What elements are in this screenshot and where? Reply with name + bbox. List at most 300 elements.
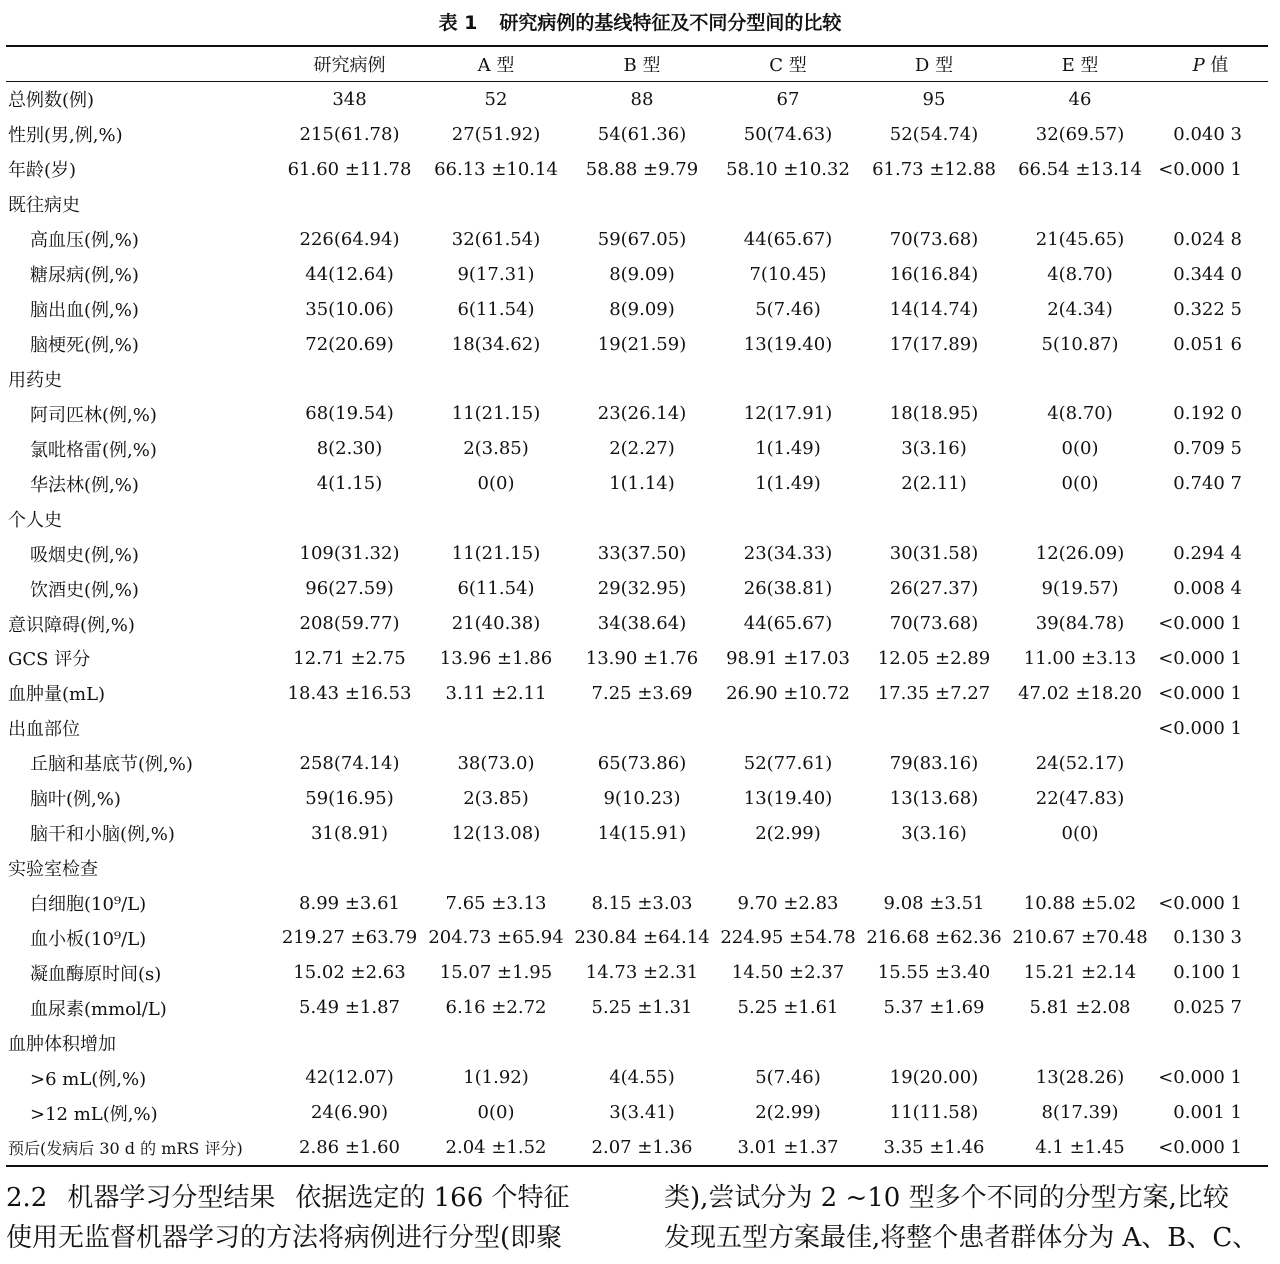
value-cell [861,851,1007,886]
p-value-cell: <0.000 1 [1158,158,1242,180]
row-label: 糖尿病(例,%) [30,265,139,287]
paragraph-line: 发现五型方案最佳,将整个患者群体分为 A、B、C、 [664,1223,1259,1253]
value-cell: 9(19.57) [1041,578,1119,600]
value-cell: 2(3.85) [463,438,529,460]
p-value-cell [1153,82,1268,117]
row-label: 脑干和小脑(例,%) [30,824,175,846]
value-cell [861,711,1007,746]
header-cell: B 型 [569,46,715,82]
row-label: 血小板(10⁹/L) [30,928,147,950]
p-value-cell: 0.192 0 [1173,403,1242,425]
header-cell: E 型 [1007,46,1153,82]
p-value-cell: 0.294 4 [1173,543,1242,565]
value-cell: 13(19.40) [743,333,833,355]
value-cell: 47.02 ±18.20 [1018,682,1142,704]
row-label: >12 mL(例,%) [30,1103,158,1125]
value-cell: 12.71 ±2.75 [293,647,406,669]
p-value-cell [1153,362,1268,397]
table-row [6,816,1268,851]
value-cell: 6.16 ±2.72 [445,997,547,1019]
table-row [6,990,1268,1025]
text-column-left [6,1178,616,1258]
value-cell: 9(17.31) [457,263,535,285]
baseline-table [6,45,1268,1167]
value-cell: 13(28.26) [1035,1067,1125,1089]
value-cell: 2(4.34) [1047,298,1113,320]
value-cell [715,711,861,746]
value-cell: 1(1.92) [463,1067,529,1089]
row-label: >6 mL(例,%) [30,1068,147,1090]
value-cell: 7(10.45) [749,263,827,285]
value-cell [1007,501,1153,536]
table-row [6,536,1268,571]
value-cell: 24(6.90) [310,1102,389,1124]
row-label: 阿司匹林(例,%) [30,404,157,426]
row-label: 脑出血(例,%) [30,300,139,322]
value-cell [423,1025,569,1060]
value-cell: 12(26.09) [1035,543,1125,565]
value-cell: 8.15 ±3.03 [591,892,693,914]
value-cell: 6(11.54) [457,578,535,600]
header-cell-label [6,46,276,82]
table-row [6,431,1268,466]
header-cell: P 值 [1153,46,1268,82]
value-cell: 95 [922,88,946,110]
p-value-cell: 0.344 0 [1173,263,1242,285]
value-cell: 219.27 ±63.79 [281,927,418,949]
p-value-cell [1153,1025,1268,1060]
value-cell [861,501,1007,536]
header-cell: A 型 [423,46,569,82]
value-cell [861,1025,1007,1060]
value-cell [569,501,715,536]
value-cell: 54(61.36) [597,123,687,145]
table-row [6,606,1268,641]
paragraph-line: 类),尝试分为 2 ~10 型多个不同的分型方案,比较 [664,1183,1229,1213]
value-cell [276,711,423,746]
value-cell: 3(3.16) [901,822,967,844]
row-label: 丘脑和基底节(例,%) [30,754,193,776]
value-cell [861,187,1007,222]
value-cell [715,851,861,886]
p-value-cell: 0.025 7 [1173,997,1242,1019]
value-cell: 13(19.40) [743,787,833,809]
value-cell: 0(0) [477,1102,515,1124]
p-value-cell: <0.000 1 [1158,717,1242,739]
value-cell [569,187,715,222]
value-cell: 38(73.0) [457,752,535,774]
table-row [6,886,1268,921]
table-row [6,292,1268,327]
value-cell: 21(45.65) [1035,228,1125,250]
table-row [6,257,1268,292]
value-cell: 4.1 ±1.45 [1007,1130,1153,1166]
value-cell: 2(2.27) [609,438,675,460]
table-caption [0,6,1280,40]
value-cell: 23(34.33) [743,543,833,565]
value-cell: 3.01 ±1.37 [715,1130,861,1166]
value-cell: 26(27.37) [889,578,979,600]
value-cell: 226(64.94) [299,228,400,250]
table-row [6,152,1268,187]
row-label: GCS 评分 [8,649,91,671]
value-cell: 1(1.14) [609,473,675,495]
p-value-cell: <0.000 1 [1158,682,1242,704]
value-cell: 26.90 ±10.72 [726,682,850,704]
paragraph-text: 依据选定的 166 个特征 [295,1183,570,1213]
value-cell: 14.50 ±2.37 [731,962,845,984]
value-cell: 15.55 ±3.40 [877,962,991,984]
value-cell: 17.35 ±7.27 [877,682,991,704]
table-label: 表 1 [438,12,478,34]
row-label: 出血部位 [8,719,80,741]
row-label: 既往病史 [8,195,80,217]
p-value-cell: 0.008 4 [1173,578,1242,600]
value-cell: 88 [630,88,654,110]
header-cell: 研究病例 [276,46,423,82]
table-row [6,362,1268,397]
value-cell: 2.86 ±1.60 [276,1130,423,1166]
value-cell [569,851,715,886]
value-cell: 11.00 ±3.13 [1023,647,1137,669]
row-label: 血尿素(mmol/L) [30,998,167,1020]
value-cell: 12.05 ±2.89 [877,647,991,669]
value-cell: 2(2.99) [755,1102,821,1124]
table-row [6,1130,1268,1166]
value-cell: 29(32.95) [597,578,687,600]
value-cell: 46 [1068,88,1092,110]
paragraph-line [6,1178,616,1218]
row-label: 意识障碍(例,%) [8,614,135,636]
table-row [6,711,1268,746]
value-cell: 8(9.09) [609,298,675,320]
p-value-cell: 0.024 8 [1173,228,1242,250]
value-cell [569,711,715,746]
value-cell: 7.25 ±3.69 [591,682,693,704]
value-cell: 12(13.08) [451,822,541,844]
value-cell [423,187,569,222]
value-cell: 14(14.74) [889,298,979,320]
value-cell: 15.07 ±1.95 [439,962,553,984]
value-cell: 98.91 ±17.03 [726,647,850,669]
value-cell: 17(17.89) [889,333,979,355]
header-cell: D 型 [861,46,1007,82]
value-cell: 348 [332,88,367,110]
value-cell: 52 [484,88,508,110]
table-row [6,466,1268,501]
p-value-cell [1153,746,1268,781]
value-cell [715,362,861,397]
value-cell: 52(54.74) [889,123,979,145]
value-cell: 9.08 ±3.51 [883,892,985,914]
value-cell: 19(21.59) [597,333,687,355]
p-value-cell [1153,851,1268,886]
value-cell: 16(16.84) [889,263,979,285]
value-cell: 2.04 ±1.52 [423,1130,569,1166]
value-cell: 32(61.54) [451,228,541,250]
p-value-cell [1153,501,1268,536]
value-cell: 42(12.07) [305,1067,394,1089]
value-cell [423,711,569,746]
row-label: 实验室检查 [8,859,98,881]
value-cell: 61.73 ±12.88 [872,158,996,180]
value-cell: 9.70 ±2.83 [737,892,839,914]
value-cell: 44(65.67) [743,613,833,635]
value-cell [715,1025,861,1060]
value-cell: 0(0) [477,473,515,495]
value-cell: 3.11 ±2.11 [445,682,547,704]
p-value-cell: 0.709 5 [1173,438,1242,460]
section-number: 2.2 [6,1183,48,1213]
value-cell: 230.84 ±64.14 [574,927,710,949]
value-cell: 52(77.61) [743,752,833,774]
value-cell: 109(31.32) [299,543,400,565]
table-row [6,571,1268,606]
p-value-cell: 0.322 5 [1173,298,1242,320]
value-cell: 59(67.05) [597,228,687,250]
row-label: 氯吡格雷(例,%) [30,439,157,461]
value-cell: 8(17.39) [1041,1102,1119,1124]
table-row [6,955,1268,990]
p-value-cell [1153,187,1268,222]
value-cell [1007,711,1153,746]
value-cell: 21(40.38) [451,613,541,635]
value-cell: 2.07 ±1.36 [569,1130,715,1166]
value-cell: 58.88 ±9.79 [585,158,699,180]
row-label: 白细胞(10⁹/L) [30,894,147,916]
value-cell: 210.67 ±70.48 [1012,927,1148,949]
value-cell: 18(34.62) [451,333,541,355]
row-label: 个人史 [8,509,62,531]
value-cell: 0(0) [1061,822,1099,844]
value-cell: 5.37 ±1.69 [883,997,985,1019]
row-label: 预后(发病后 30 d 的 mRS 评分) [6,1130,276,1166]
value-cell: 5.49 ±1.87 [299,997,400,1019]
table-row [6,641,1268,676]
value-cell: 5.25 ±1.61 [737,997,839,1019]
value-cell: 35(10.06) [305,298,394,320]
value-cell: 4(4.55) [609,1067,675,1089]
value-cell: 18.43 ±16.53 [287,682,412,704]
value-cell: 39(84.78) [1035,613,1125,635]
p-value-cell: 0.051 6 [1173,333,1242,355]
value-cell: 9(10.23) [603,787,681,809]
table-row [6,851,1268,886]
p-value-cell: 0.740 7 [1173,473,1242,495]
table-title: 研究病例的基线特征及不同分型间的比较 [499,12,842,34]
value-cell [715,501,861,536]
value-cell [423,501,569,536]
value-cell: 6(11.54) [457,298,535,320]
value-cell: 0(0) [1061,438,1099,460]
value-cell: 24(52.17) [1035,752,1125,774]
value-cell [423,851,569,886]
row-label: 凝血酶原时间(s) [30,963,162,985]
value-cell: 11(11.58) [889,1102,979,1124]
value-cell: 58.10 ±10.32 [726,158,850,180]
value-cell: 30(31.58) [889,543,979,565]
value-cell: 2(2.11) [901,473,967,495]
value-cell: 11(21.15) [451,543,541,565]
p-value-cell: <0.000 1 [1158,1067,1242,1089]
value-cell: 13(13.68) [889,787,979,809]
p-value-cell [1153,816,1268,851]
value-cell: 2(3.85) [463,787,529,809]
row-label: 年龄(岁) [8,160,77,182]
paragraph-line: 使用无监督机器学习的方法将病例进行分型(即聚 [6,1223,563,1253]
value-cell: 22(47.83) [1035,787,1125,809]
value-cell [569,362,715,397]
value-cell: 1(1.49) [755,438,821,460]
value-cell: 11(21.15) [451,403,541,425]
p-value-cell [1153,781,1268,816]
value-cell: 50(74.63) [743,123,833,145]
value-cell: 5(7.46) [755,1067,821,1089]
value-cell: 34(38.64) [597,613,687,635]
value-cell: 7.65 ±3.13 [445,892,547,914]
value-cell: 13.90 ±1.76 [585,647,699,669]
row-label: 脑叶(例,%) [30,789,121,811]
value-cell: 12(17.91) [743,403,833,425]
value-cell: 224.95 ±54.78 [720,927,856,949]
value-cell: 31(8.91) [310,822,389,844]
p-value-cell: <0.000 1 [1158,647,1242,669]
value-cell: 96(27.59) [305,578,394,600]
value-cell: 18(18.95) [889,403,979,425]
body-text [0,1178,1280,1264]
table-row [6,1060,1268,1095]
value-cell: 72(20.69) [305,333,394,355]
p-value-cell: 0.040 3 [1173,123,1242,145]
value-cell: 3(3.41) [609,1102,675,1124]
value-cell [1007,187,1153,222]
row-label: 血肿量(mL) [8,684,106,706]
value-cell: 14(15.91) [597,822,687,844]
value-cell: 8(9.09) [609,263,675,285]
value-cell: 4(1.15) [316,473,383,495]
table-row [6,1025,1268,1060]
table-row [6,746,1268,781]
table-row [6,781,1268,816]
value-cell: 70(73.68) [889,228,979,250]
table-row [6,222,1268,257]
value-cell: 33(37.50) [597,543,687,565]
p-symbol: P [1192,55,1205,76]
value-cell: 66.54 ±13.14 [1018,158,1142,180]
value-cell [423,362,569,397]
p-value-cell: 0.100 1 [1173,962,1242,984]
value-cell: 44(65.67) [743,228,833,250]
value-cell: 4(8.70) [1047,263,1113,285]
value-cell: 61.60 ±11.78 [287,158,412,180]
row-label: 高血压(例,%) [30,230,139,252]
table-row [6,117,1268,152]
row-label: 血肿体积增加 [8,1033,116,1055]
value-cell: 3.35 ±1.46 [861,1130,1007,1166]
value-cell: 66.13 ±10.14 [434,158,558,180]
value-cell: 19(20.00) [889,1067,979,1089]
header-cell: C 型 [715,46,861,82]
value-cell: 258(74.14) [299,752,400,774]
value-cell: 1(1.49) [755,473,821,495]
row-label: 华法林(例,%) [30,474,139,496]
value-cell: 8.99 ±3.61 [299,892,400,914]
value-cell: 13.96 ±1.86 [439,647,553,669]
value-cell: 5.81 ±2.08 [1029,997,1131,1019]
text-column-right [664,1178,1276,1258]
value-cell: 208(59.77) [299,613,400,635]
table-row [6,327,1268,362]
value-cell [276,362,423,397]
value-cell: 10.88 ±5.02 [1023,892,1137,914]
value-cell: 216.68 ±62.36 [866,927,1002,949]
table-row [6,396,1268,431]
value-cell: 27(51.92) [451,123,541,145]
value-cell: 5(10.87) [1041,333,1119,355]
value-cell: 215(61.78) [299,123,400,145]
value-cell: 15.21 ±2.14 [1023,962,1137,984]
value-cell: 70(73.68) [889,613,979,635]
value-cell [276,1025,423,1060]
row-label: 脑梗死(例,%) [30,335,139,357]
value-cell [276,851,423,886]
value-cell: 3(3.16) [901,438,967,460]
value-cell [569,1025,715,1060]
table-row [6,501,1268,536]
value-cell [1007,851,1153,886]
value-cell: 44(12.64) [305,263,394,285]
value-cell: 65(73.86) [597,752,687,774]
value-cell: 204.73 ±65.94 [428,927,564,949]
value-cell: 59(16.95) [305,787,394,809]
value-cell: 26(38.81) [743,578,833,600]
table-header-row [6,46,1268,82]
value-cell [276,501,423,536]
value-cell: 0(0) [1061,473,1099,495]
table-row [6,82,1268,117]
value-cell: 23(26.14) [597,403,687,425]
value-cell: 8(2.30) [316,438,383,460]
p-value-cell: 0.130 3 [1173,927,1242,949]
value-cell: 14.73 ±2.31 [585,962,699,984]
value-cell [715,187,861,222]
value-cell: 5(7.46) [755,298,821,320]
value-cell: 79(83.16) [889,752,979,774]
table-row [6,187,1268,222]
value-cell: 4(8.70) [1047,403,1113,425]
table-row [6,1095,1268,1130]
value-cell: 32(69.57) [1035,123,1125,145]
value-cell: 15.02 ±2.63 [293,962,406,984]
value-cell [1007,1025,1153,1060]
p-value-cell: <0.000 1 [1158,613,1242,635]
p-value-cell: <0.000 1 [1153,1130,1268,1166]
value-cell [861,362,1007,397]
value-cell: 68(19.54) [305,403,394,425]
table-row [6,921,1268,956]
value-cell: 5.25 ±1.31 [591,997,693,1019]
value-cell: 67 [776,88,800,110]
section-title: 机器学习分型结果 [67,1183,276,1213]
value-cell [276,187,423,222]
row-label: 用药史 [8,369,62,391]
row-label: 性别(男,例,%) [8,125,123,147]
row-label: 总例数(例) [8,90,95,112]
value-cell: 2(2.99) [755,822,821,844]
row-label: 吸烟史(例,%) [30,544,139,566]
value-cell [1007,362,1153,397]
p-value-cell: <0.000 1 [1158,892,1242,914]
